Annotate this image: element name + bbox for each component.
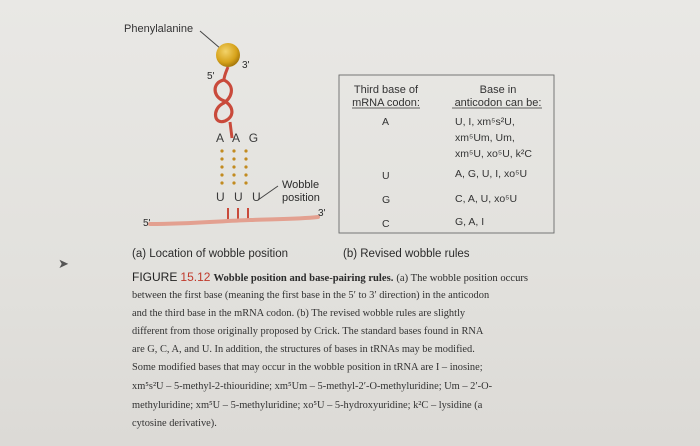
label-pointer-line <box>200 31 221 49</box>
caption-line-2: and the third base in the mRNA codon. (b) The revised wobble rules are slightly <box>132 308 466 319</box>
amino-acid-label: Phenylalanine <box>124 23 194 35</box>
mrna-strand <box>150 217 318 224</box>
caption-line-6: xm⁵s²U – 5-methyl-2-thiouridine; xm⁵Um – 5-methyl-2′-O-methyluridine; Um – 2′-O- <box>132 381 493 392</box>
row-a-anticodon-line3: xm⁵U, xo⁵U, k²C <box>455 148 532 160</box>
trna-three-prime-label: 3' <box>242 60 250 71</box>
col2-header-line2: anticodon can be: <box>454 97 542 109</box>
figure-number: 15.12 <box>180 270 211 284</box>
col1-header-line1: Third base of <box>353 84 419 96</box>
caption-line-3: different from those originally proposed by Crick. The standard bases found in RNA <box>132 326 484 337</box>
caption-line-7: methyluridine; xm⁵U – 5-methyluridine; xo⁵U – 5-hydroxyuridine; k²C – lysidine (a <box>132 400 483 411</box>
wobble-label-line2: position <box>282 192 320 204</box>
row-c-anticodon: G, A, I <box>455 216 485 228</box>
col2-header-line1: Base in <box>479 84 517 96</box>
panel-b-label: (b) Revised wobble rules <box>343 248 470 260</box>
figure-title: Wobble position and base-pairing rules. <box>213 273 394 284</box>
amino-acid-ball <box>216 43 240 67</box>
row-c-codon: C <box>382 218 390 230</box>
col2-header <box>446 84 550 110</box>
row-g-codon: G <box>382 194 391 206</box>
mouse-pointer-icon: ➤ <box>58 256 69 271</box>
trna-body <box>215 80 232 122</box>
trna-five-prime-label: 5' <box>207 71 215 82</box>
mrna-three-prime-label: 3' <box>318 208 326 219</box>
row-u-anticodon: A, G, U, I, xo⁵U <box>455 168 528 180</box>
codon-ticks <box>228 208 248 219</box>
caption-line-0: (a) The wobble position occurs <box>396 273 529 284</box>
caption-line-5: Some modified bases that may occur in the wobble position in tRNA are I – inosine; <box>132 362 483 373</box>
row-a-anticodon-line2: xm⁵Um, Um, <box>455 132 515 144</box>
col1-header <box>344 84 428 110</box>
anticodon-bottom-label: U U U <box>216 190 264 204</box>
row-a-codon: A <box>382 116 390 128</box>
row-g-anticodon: C, A, U, xo⁵U <box>455 193 518 205</box>
caption-line-8: cytosine derivative). <box>132 418 217 429</box>
caption-line-1: between the first base (meaning the first base in the 5′ to 3′ direction) in the anticodon <box>132 290 490 301</box>
row-u-codon: U <box>382 170 390 182</box>
panel-a-label: (a) Location of wobble position <box>132 248 288 260</box>
col1-header-line2: mRNA codon: <box>352 97 420 109</box>
caption-line-4: are G, C, A, and U. In addition, the structures of bases in tRNAs may be modified. <box>132 344 475 355</box>
base-pair-dots <box>220 149 247 184</box>
trna-acceptor-stem <box>224 67 228 80</box>
figure-prefix: FIGURE <box>132 270 178 284</box>
row-a-anticodon-line1: U, I, xm⁵s²U, <box>455 116 515 128</box>
wobble-label-line1: Wobble <box>282 179 320 191</box>
caption-first-line <box>132 270 528 284</box>
mrna-five-prime-label: 5' <box>143 218 151 229</box>
anticodon-top-label: A A G <box>216 131 262 145</box>
